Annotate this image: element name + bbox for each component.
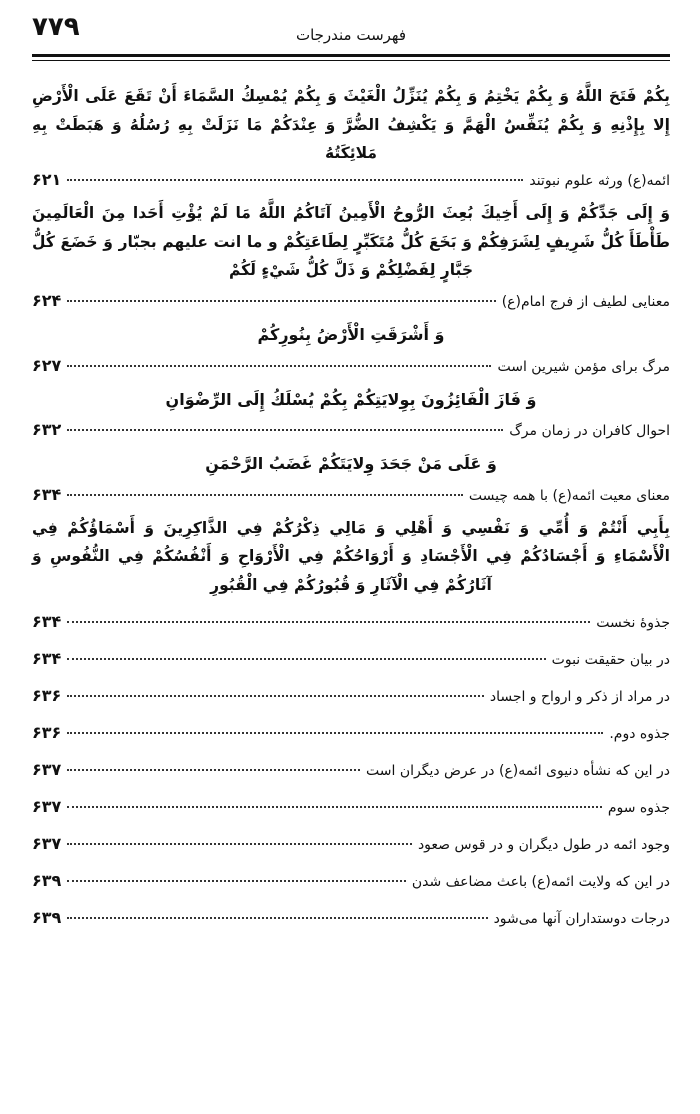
dot-leader [67,429,503,431]
toc-entry-page: ۶۳۶ [32,685,62,705]
dot-leader [67,365,491,367]
toc-entry-page: ۶۳۴ [32,484,62,504]
toc-entry-title: جذوه دوم. [609,725,670,742]
toc-entry-title: احوال کافران در زمان مرگ [509,423,670,440]
dot-leader [67,769,360,771]
arabic-verse: وَ فَازَ الْفَائِزُونَ بِوِلايَتِكُمْ بِكُمْ يُسْلَكُ إِلَى الرِّضْوَانِ [165,389,537,409]
toc-entry[interactable] [32,686,670,705]
page-header [32,0,670,52]
toc-entry-title: درجات دوستداران آنها می‌شود [493,910,670,927]
toc-entry-title: جذوه سوم [607,799,670,816]
toc-entry[interactable] [32,291,670,310]
toc-entry-page: ۶۳۹ [32,907,62,927]
toc-entry-page: ۶۳۶ [32,722,62,742]
toc-entry[interactable] [32,760,670,779]
toc-entry[interactable] [32,871,670,890]
toc-entry-title: در این که نشأه دنیوی ائمه(ع) در عرض دیگران است [366,762,670,779]
toc-entry[interactable] [32,908,670,927]
arabic-passage: بِكُمْ فَتَحَ اللَّهُ وَ بِكُمْ يَخْتِمُ وَ بِكُمْ يُنَزِّلُ الْغَيْثَ وَ بِكُمْ يُمْسِكُ السَّمَاءَ أَنْ تَقَعَ عَلَى الْأَرْضِ إِلا بِإِذْنِهِ وَ بِكُمْ يُنَفِّسُ الْهَمَّ وَ يَكْشِفُ الضُّرَّ وَ عِنْدَكُمْ مَا نَزَلَتْ بِهِ رُسُلُهُ وَ هَبَطَتْ بِهِ مَلائِكَتُهُ [32,87,670,163]
toc-entry-title: مرگ برای مؤمن شیرین است [497,358,670,375]
toc-entry-page: ۶۳۴ [32,611,62,631]
dot-leader [67,917,487,919]
toc-entry-title: جذوهٔ نخست [596,614,670,631]
running-title: فهرست مندرجات [295,26,407,44]
toc-entry-page: ۶۲۱ [32,170,62,190]
toc-entry[interactable] [32,723,670,742]
toc-entry-title: ائمه(ع) ورثه علوم نبوتند [529,173,670,190]
dot-leader [67,806,602,808]
arabic-verse: وَ أَشْرَقَتِ الْأَرْضُ بِنُورِكُمْ [257,325,445,345]
toc-entry-page: ۶۳۷ [32,796,62,816]
dot-leader [67,658,545,660]
toc-entry[interactable] [32,649,670,668]
toc-entry[interactable] [32,420,670,439]
dot-leader [67,843,412,845]
header-rule-thick [32,54,670,57]
toc-entry[interactable] [32,485,670,504]
toc-entry-page: ۶۳۷ [32,759,62,779]
toc-entry-page: ۶۳۴ [32,648,62,668]
toc-entry-title: در بیان حقیقت نبوت [551,651,670,668]
arabic-passage: بِأَبِي أَنْتُمْ وَ أُمِّي وَ نَفْسِي وَ أَهْلِي وَ مَالِي ذِكْرُكُمْ فِي الذَّاكِرِينَ وَ أَسْمَاؤُكُمْ فِي الْأَسْمَاءِ وَ أَجْسَادُكُمْ فِي الْأَجْسَادِ وَ أَرْوَاحُكُمْ فِي الْأَرْوَاحِ وَ أَنْفُسُكُمْ فِي النُّفُوسِ وَ آثَارُكُمْ فِي الْآثَارِ وَ قُبُورُكُمْ فِي الْقُبُورِ [32,518,670,595]
arabic-passage: وَ إِلَى جَدِّكُمْ وَ إِلَى أَخِيكَ بُعِثَ الرُّوحُ الْأَمِينُ آتَاكُمُ اللَّهُ مَا لَمْ يُؤْتِ أَحَدا مِنَ الْعَالَمِينَ طَأْطَأَ كُلُّ شَرِيفٍ لِشَرَفِكُمْ وَ بَخَعَ كُلُّ مُتَكَبِّرٍ لِطَاعَتِكُمْ و ما انت عليهم بجبّار وَ خَضَعَ كُلُّ جَبَّارٍ لِفَضْلِكُمْ وَ ذَلَّ كُلُّ شَيْءٍ لَكُمْ [32,204,670,280]
arabic-verse: وَ عَلَى مَنْ جَحَدَ وِلايَتَكُمْ غَضَبُ الرَّحْمَنِ [205,454,497,474]
toc-entry-title: معنایی لطیف از فرج امام(ع) [501,294,670,311]
toc-entry[interactable] [32,797,670,816]
page-number: ۷۷۹ [32,12,80,42]
dot-leader [67,732,603,734]
toc-entry[interactable] [32,356,670,375]
table-of-contents [32,82,670,927]
dot-leader [67,880,406,882]
toc-entry-title: در این که ولایت ائمه(ع) باعث مضاعف شدن [411,873,670,890]
header-rule-thin [32,60,670,61]
dot-leader [67,695,484,697]
toc-entry[interactable] [32,612,670,631]
toc-entry-page: ۶۲۷ [32,355,62,375]
dot-leader [67,621,590,623]
toc-entry[interactable] [32,170,670,189]
toc-entry-title: وجود ائمه در طول دیگران و در قوس صعود [417,836,670,853]
toc-entry-title: در مراد از ذکر و ارواح و اجساد [489,688,670,705]
toc-entry-page: ۶۳۲ [32,420,62,440]
toc-entry[interactable] [32,834,670,853]
dot-leader [67,179,523,181]
toc-entry-title: معنای معیت ائمه(ع) با همه چیست [468,487,670,504]
toc-entry-page: ۶۳۷ [32,833,62,853]
toc-entry-page: ۶۲۴ [32,291,62,311]
toc-entry-page: ۶۳۹ [32,870,62,890]
dot-leader [67,300,495,302]
dot-leader [67,494,463,496]
